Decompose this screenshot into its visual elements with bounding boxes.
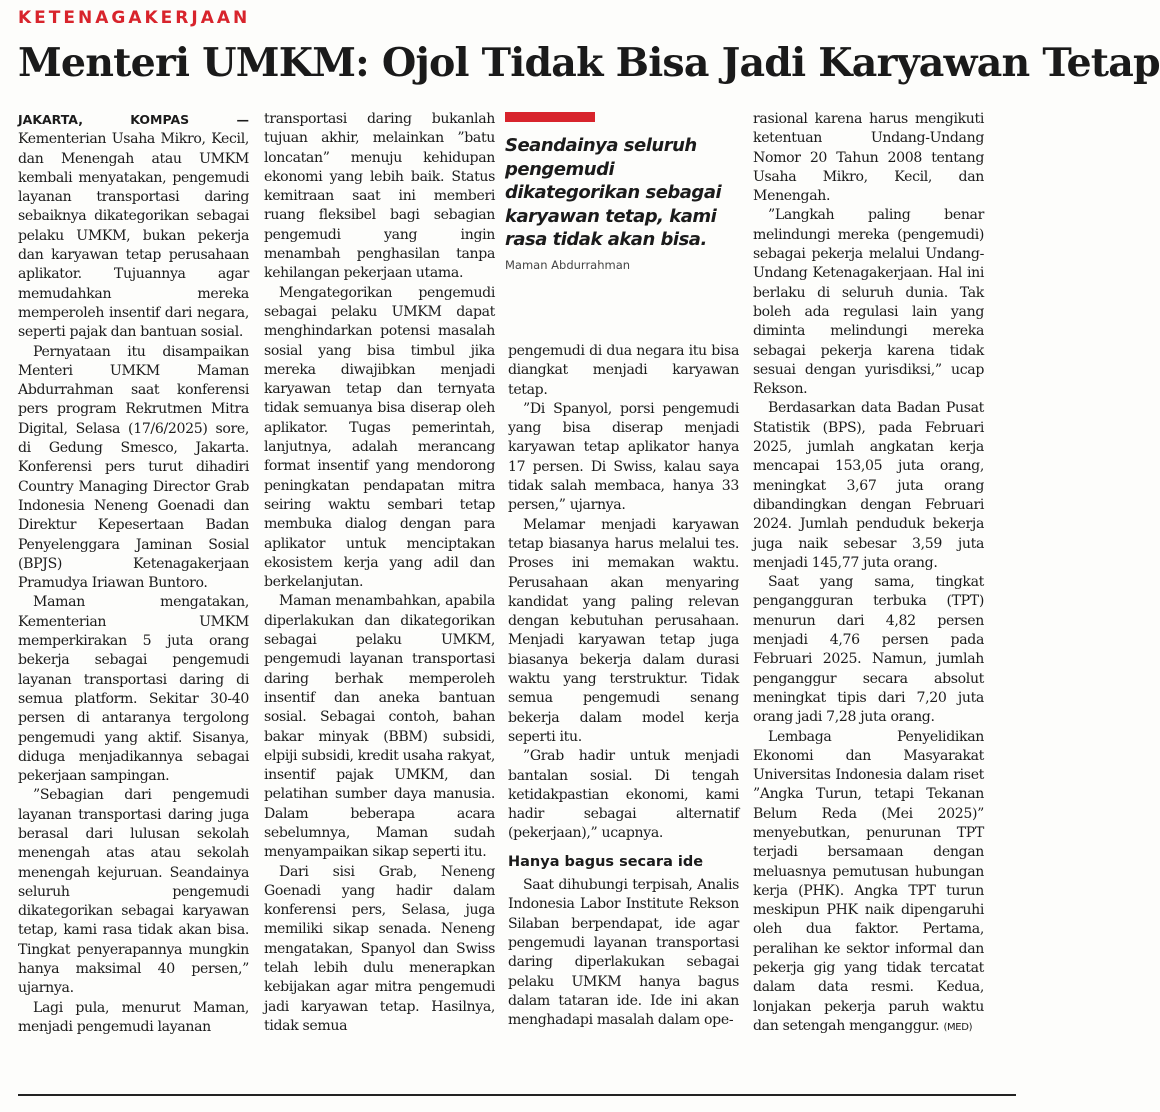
paragraph: transportasi daring bukanlah tujuan akhir, melainkan ”batu loncatan” menuju kehidupan ekonomi yang lebih baik. Status kemitraan saat ini memberi ruang fleksibel bagi sebagian pengemudi yang ingin menambah penghasilan tanpa kehilangan pekerjaan utama. bbox=[264, 111, 495, 282]
dateline: JAKARTA, KOMPAS — bbox=[18, 112, 249, 127]
paragraph: Maman menambahkan, apabila diperlakukan dan dikategorikan sebagai pelaku UMKM, pengemudi layanan transportasi daring berhak memperoleh insentif dan aneka bantuan sosial. Sebagai contoh, bahan bakar minyak (BBM) subsidi, elpiji subsidi, kredit usaha rakyat, insentif pajak UMKM, dan pelatihan sumber daya manusia. Dalam beberapa acara sebelumnya, Maman sudah menyampaikan sikap seperti itu. bbox=[264, 593, 495, 861]
paragraph: Dari sisi Grab, Neneng Goenadi yang hadir dalam konferensi pers, Selasa, juga memiliki sikap senada. Neneng mengatakan, Spanyol dan Swiss telah lebih dulu menerapkan kebijakan agar mitra pengemudi jadi karyawan tetap. Hasilnya, tidak semua bbox=[264, 863, 495, 1034]
lead-paragraph bbox=[18, 110, 249, 343]
paragraph: Berdasarkan data Badan Pusat Statistik (BPS), pada Februari 2025, jumlah angkatan kerja mencapai 153,05 juta orang, meningkat 3,67 juta orang dibandingkan dengan Februari 2024. Jumlah penduduk bekerja juga naik sebesar 3,59 juta menjadi 145,77 juta orang. bbox=[753, 400, 984, 571]
subheading: Hanya bagus secara ide bbox=[508, 853, 704, 870]
paragraph: ”Sebagian dari pengemudi layanan transportasi daring juga berasal dari lulusan sekolah menengah atas atau sekolah menengah kejuruan. Seandainya seluruh pengemudi dikategorikan sebagai karyawan tetap, kami rasa tidak akan bisa. Tingkat penyerapannya mungkin hanya maksimal 40 persen,” ujarnya. bbox=[18, 787, 249, 997]
paragraph: Lagi pula, menurut Maman, menjadi pengemudi layanan bbox=[18, 999, 249, 1035]
article-headline: Menteri UMKM: Ojol Tidak Bisa Jadi Karyawan Tetap bbox=[18, 40, 1160, 86]
paragraph-text: Lembaga Penyelidikan Ekonomi dan Masyarakat Universitas Indonesia dalam riset ”Angka Turun, tetapi Tekanan Belum Reda (Mei 2025)” menyebutkan, penurunan TPT terjadi bersamaan dengan meluasnya pemutusan hubungan kerja (PHK). Angka TPT turun meskipun PHK naik dipengaruhi oleh dua faktor. Pertama, peralihan ke sektor informal dan pekerja gig yang tidak tercatat dalam data resmi. Kedua, lonjakan pekerja paruh waktu dan setengah menganggur. bbox=[753, 728, 984, 1034]
paragraph: Pernyataan itu disampaikan Menteri UMKM Maman Abdurrahman saat konferensi pers program Rekrutmen Mitra Digital, Selasa (17/6/2025) sore, di Gedung Smesco, Jakarta. Konferensi pers turut dihadiri Country Managing Director Grab Indonesia Neneng Goenadi dan Direktur Kepesertaan Badan Penyelenggara Jaminan Sosial (BPJS) Ketenagakerjaan Pramudya Iriawan Buntoro. bbox=[18, 343, 249, 592]
paragraph: pengemudi di dua negara itu bisa diangkat menjadi karyawan tetap. bbox=[508, 343, 739, 398]
paragraph: Saat dihubungi terpisah, Analis Indonesia Labor Institute Rekson Silaban berpendapat, ide agar pengemudi layanan transportasi daring diperlakukan sebagai pelaku UMKM hanya bagus dalam tataran ide. Ide ini akan menghadapi masalah dalam ope- bbox=[508, 877, 739, 1029]
paragraph: ”Langkah paling benar melindungi mereka (pengemudi) sebagai pekerja melalui Undang-Undang Ketenagakerjaan. Hal ini berlaku di seluruh dunia. Tak boleh ada regulasi lain yang diminta melindungi mereka sebagai pekerja karena tidak sesuai dengan yurisdiksi,” ucap Rekson. bbox=[753, 207, 984, 398]
quote-accent-bar bbox=[505, 112, 595, 122]
article-column-2 bbox=[264, 110, 495, 1036]
paragraph: Maman mengatakan, Kementerian UMKM memperkirakan 5 juta orang bekerja sebagai pengemudi layanan transportasi daring di semua platform. Sekitar 30-40 persen di antaranya tergolong pengemudi yang aktif. Sisanya, diduga menjadikannya sebagai pekerjaan sampingan. bbox=[18, 594, 249, 785]
paragraph-text: Kementerian Usaha Mikro, Kecil, dan Menengah atau UMKM kembali menyatakan, pengemudi layanan transportasi daring sebaiknya dikategorikan sebagai pelaku UMKM, bukan pekerja dan karyawan tetap perusahaan aplikator. Tujuannya agar memudahkan mereka memperoleh insentif dari negara, seperti pajak dan bantuan sosial. bbox=[18, 131, 249, 341]
article-column-3 bbox=[508, 342, 739, 1030]
paragraph: Mengategorikan pengemudi sebagai pelaku UMKM dapat menghindarkan potensi masalah sosial yang bisa timbul jika mereka diwajibkan menjadi karyawan tetap dan ternyata tidak semuanya bisa diserap oleh aplikator. Tugas pemerintah, lanjutnya, adalah merancang format insentif yang mendorong peningkatan pendapatan mitra seiring waktu sembari tetap membuka dialog dengan para aplikator untuk menciptakan ekosistem kerja yang adil dan berkelanjutan. bbox=[264, 284, 495, 591]
pull-quote-attribution: Maman Abdurrahman bbox=[505, 257, 631, 272]
pull-quote-text: Seandainya seluruh pengemudi dikategorikan sebagai karyawan tetap, kami rasa tidak akan bisa. bbox=[505, 135, 722, 250]
byline-code: (MED) bbox=[943, 1021, 973, 1033]
pull-quote bbox=[505, 112, 741, 272]
paragraph: ”Di Spanyol, porsi pengemudi yang bisa diserap menjadi karyawan tetap aplikator hanya 17 persen. Di Swiss, kalau saya tidak salah membaca, hanya 33 persen,” ujarnya. bbox=[508, 400, 739, 514]
paragraph: Saat yang sama, tingkat pengangguran terbuka (TPT) menurun dari 4,82 persen menjadi 4,76 persen pada Februari 2025. Namun, jumlah penganggur secara absolut meningkat tipis dari 7,20 juta orang jadi 7,28 juta orang. bbox=[753, 574, 984, 726]
bottom-rule bbox=[18, 1094, 1016, 1096]
paragraph: rasional karena harus mengikuti ketentuan Undang-Undang Nomor 20 Tahun 2008 tentang Usaha Mikro, Kecil, dan Menengah. bbox=[753, 111, 984, 205]
article-column-4 bbox=[753, 110, 984, 1037]
section-rubric: KETENAGAKERJAAN bbox=[18, 8, 251, 28]
paragraph: ”Grab hadir untuk menjadi bantalan sosial. Di tengah ketidakpastian ekonomi, kami hadir sebagai alternatif (pekerjaan),” ucapnya. bbox=[508, 748, 739, 842]
article-column-1 bbox=[18, 110, 249, 1037]
paragraph: Melamar menjadi karyawan tetap biasanya harus melalui tes. Proses ini memakan waktu. Perusahaan akan menyaring kandidat yang paling relevan dengan kebutuhan perusahaan. Menjadi karyawan tetap juga biasanya bekerja dalam durasi waktu yang terstruktur. Tidak semua pengemudi senang bekerja dalam model kerja seperti itu. bbox=[508, 516, 739, 745]
closing-paragraph bbox=[753, 728, 984, 1038]
